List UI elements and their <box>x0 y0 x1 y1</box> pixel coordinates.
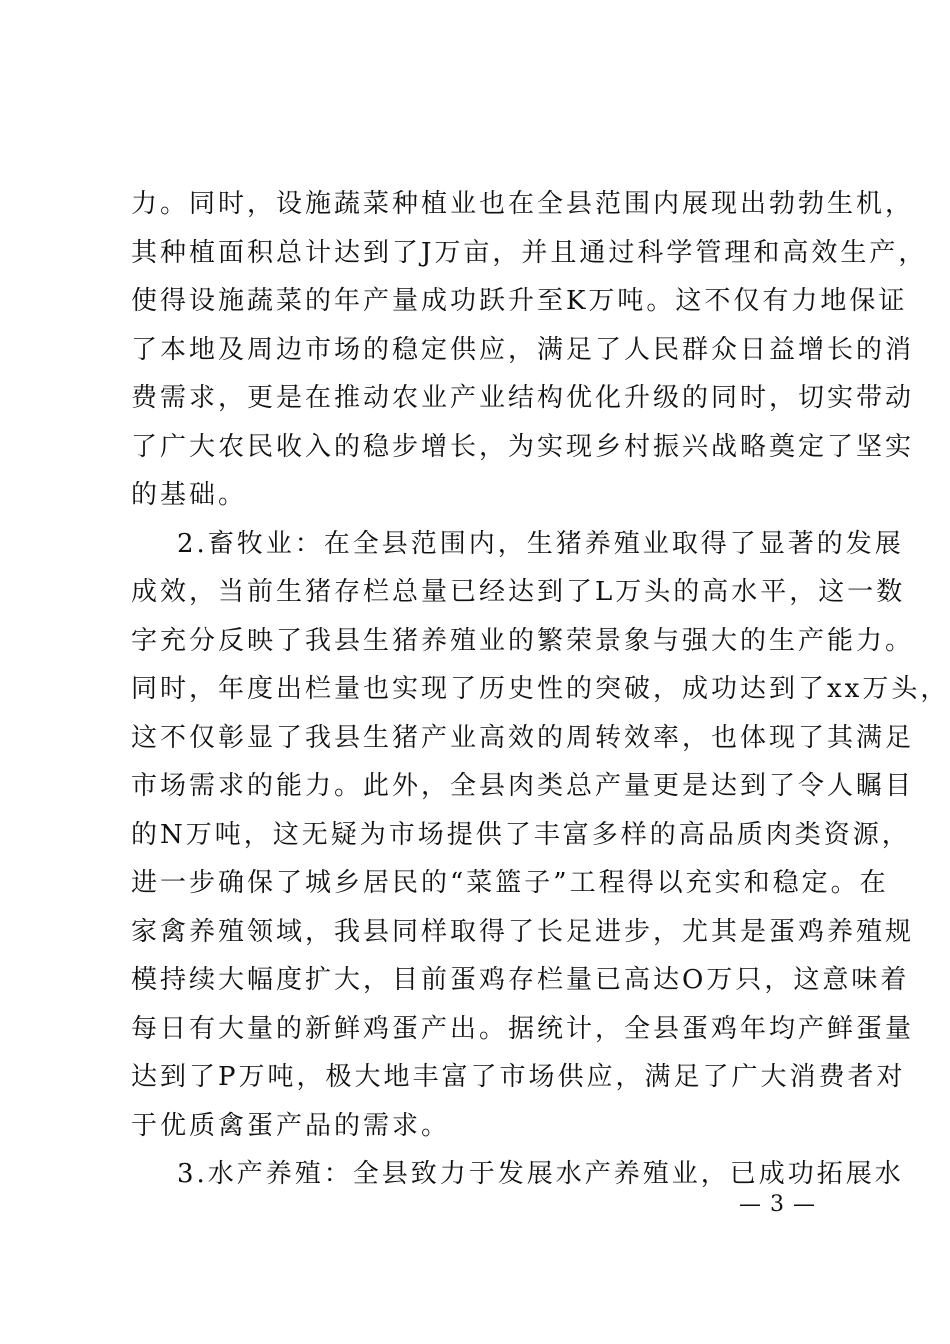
text-line: 了广大农民收入的稳步增长，为实现乡村振兴战略奠定了坚实 <box>131 431 915 462</box>
text-line: 每日有大量的新鲜鸡蛋产出。据统计，全县蛋鸡年均产鲜蛋量 <box>131 1013 915 1044</box>
text-line: 这不仅彰显了我县生猪产业高效的周转效率，也体现了其满足 <box>131 722 915 753</box>
text-line: 的基础。 <box>131 480 248 510</box>
text-line: 达到了P万吨，极大地丰富了市场供应，满足了广大消费者对 <box>131 1062 906 1092</box>
paragraph-start-line: 3.水产养殖：全县致力于发展水产养殖业，已成功拓展水 <box>177 1159 904 1189</box>
text-line: 成效，当前生猪存栏总量已经达到了L万头的高水平，这一数 <box>131 577 906 607</box>
page-number: — 3 — <box>739 1192 816 1217</box>
text-line: 模持续大幅度扩大，目前蛋鸡存栏量已高达O万只，这意味着 <box>131 965 910 995</box>
paragraph-start-line: 2.畜牧业：在全县范围内，生猪养殖业取得了显著的发展 <box>177 528 904 559</box>
text-line: 于优质禽蛋产品的需求。 <box>131 1110 451 1141</box>
body-text <box>131 180 950 1199</box>
text-line: 费需求，更是在推动农业产业结构优化升级的同时，切实带动 <box>131 383 915 413</box>
text-line: 其种植面积总计达到了J万亩，并且通过科学管理和高效生产， <box>131 237 928 268</box>
text-line: 字充分反映了我县生猪养殖业的繁荣景象与强大的生产能力。 <box>131 625 915 656</box>
text-line: 使得设施蔬菜的年产量成功跃升至K万吨。这不仅有力地保证 <box>131 286 908 316</box>
text-line: 力。同时，设施蔬菜种植业也在全县范围内展现出勃勃生机， <box>131 189 915 219</box>
text-line: 家禽养殖领域，我县同样取得了长足进步，尤其是蛋鸡养殖规 <box>131 916 915 947</box>
text-line: 同时，年度出栏量也实现了历史性的突破，成功达到了xx万头， <box>131 674 950 704</box>
text-line: 市场需求的能力。此外，全县肉类总产量更是达到了令人瞩目 <box>131 771 915 801</box>
text-line: 进一步确保了城乡居民的“菜篮子”工程得以充实和稳定。在 <box>131 868 889 898</box>
text-line: 了本地及周边市场的稳定供应，满足了人民群众日益增长的消 <box>131 334 915 365</box>
text-line: 的N万吨，这无疑为市场提供了丰富多样的高品质肉类资源， <box>131 819 911 850</box>
